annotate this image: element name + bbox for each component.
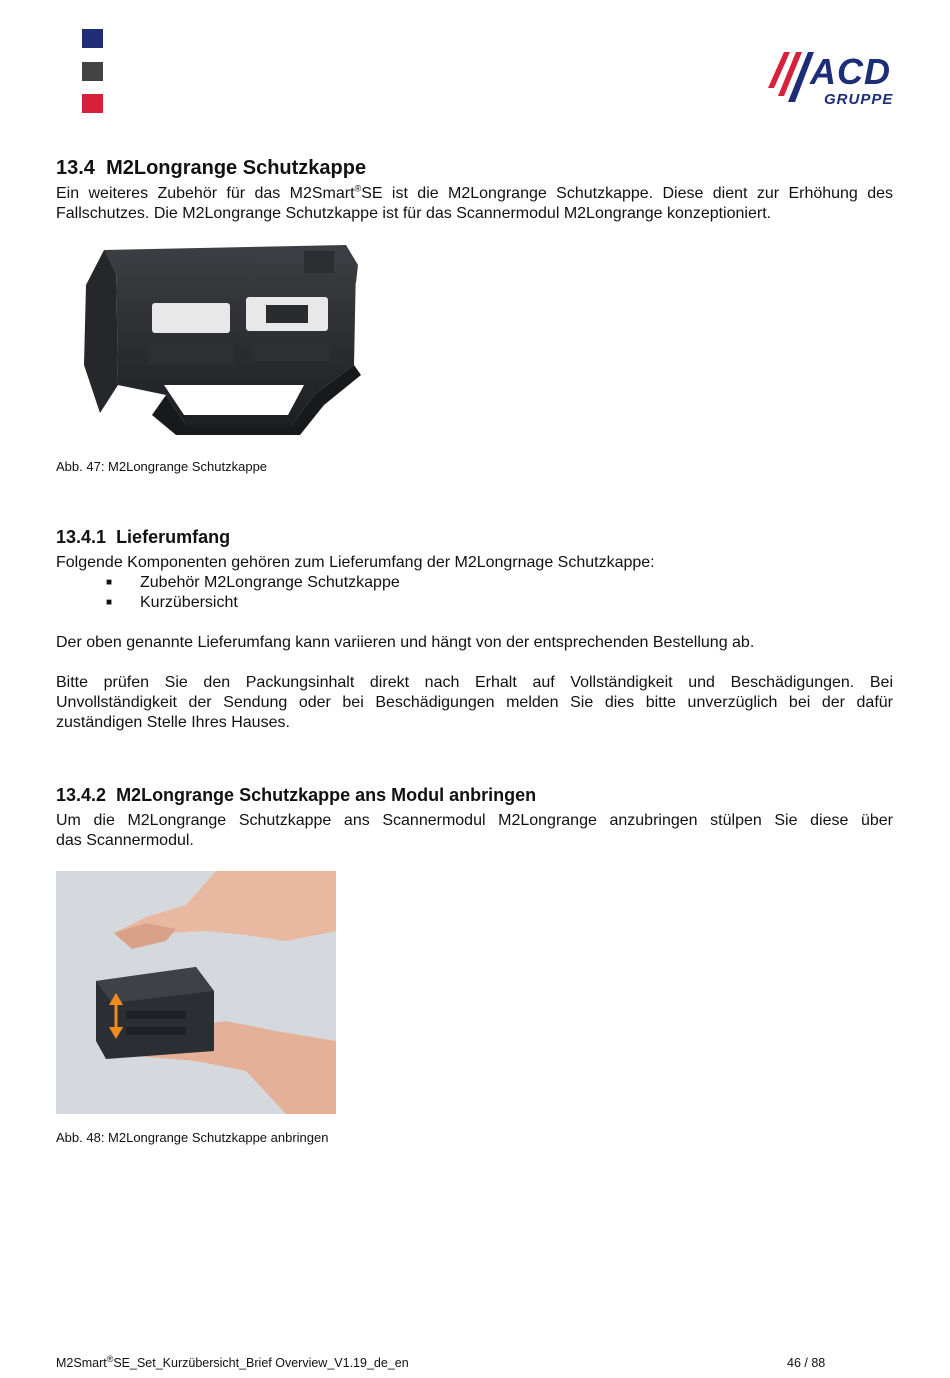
section-title: M2Longrange Schutzkappe: [106, 157, 367, 179]
subsection-heading-anbringen: [56, 784, 536, 806]
figure-48-caption: Abb. 48: M2Longrange Schutzkappe anbringen: [56, 1130, 329, 1145]
list-item-text: Kurzübersicht: [140, 594, 238, 611]
check-line-2: Unvollständigkeit der Sendung oder bei Beschädigungen melden Sie dies bitte unverzüglich bei der dafür: [56, 694, 893, 711]
subsection-number: 13.4.1: [56, 527, 107, 547]
registered-mark: ®: [354, 183, 362, 194]
intro-text-b: SE ist die M2Longrange Schutzkappe. Diese dient zur Erhöhung des: [361, 185, 894, 202]
attach-cap-photo: [56, 871, 336, 1114]
subsection-number: 13.4.2: [56, 785, 107, 805]
page-number: 46 / 88: [787, 1356, 826, 1370]
logo-text: ACD: [810, 51, 891, 92]
acd-gruppe-logo: [768, 50, 918, 110]
list-item-text: Zubehör M2Longrange Schutzkappe: [140, 574, 400, 591]
footer-document-name: [56, 1355, 409, 1371]
intro-text-a: Ein weiteres Zubehör für das M2Smart: [56, 185, 355, 202]
attach-line-2: das Scannermodul.: [56, 832, 194, 849]
list-item: [106, 573, 400, 593]
footer-doc-b: SE_Set_Kurzübersicht_Brief Overview_V1.19_de_en: [113, 1356, 409, 1370]
bullet-icon: ■: [106, 577, 113, 588]
section-number: 13.4: [56, 157, 95, 179]
subsection-heading-lieferumfang: [56, 526, 230, 548]
footer-doc-a: M2Smart: [56, 1356, 107, 1370]
subsection-title: M2Longrange Schutzkappe ans Modul anbringen: [116, 785, 537, 805]
blue-square: [82, 29, 103, 48]
intro-line-2: Fallschutzes. Die M2Longrange Schutzkappe ist für das Scannermodul M2Longrange konzeptioniert.: [56, 205, 772, 222]
check-line-3: zuständigen Stelle Ihres Hauses.: [56, 714, 290, 731]
intro-line-1: [56, 184, 893, 204]
footer-registered-mark: ®: [106, 1353, 114, 1364]
subsection-title: Lieferumfang: [116, 527, 231, 547]
attach-line-1: Um die M2Longrange Schutzkappe ans Scannermodul M2Longrange anzubringen stülpen Sie diese über: [56, 812, 893, 829]
section-heading: [56, 156, 366, 180]
scope-lead: Folgende Komponenten gehören zum Lieferumfang der M2Longrnage Schutzkappe:: [56, 554, 655, 571]
red-square: [82, 94, 103, 113]
gray-square: [82, 62, 103, 81]
figure-47-caption: Abb. 47: M2Longrange Schutzkappe: [56, 459, 268, 474]
scope-note: Der oben genannte Lieferumfang kann variieren und hängt von der entsprechenden Bestellung ab.: [56, 634, 755, 651]
check-line-1: Bitte prüfen Sie den Packungsinhalt direkt nach Erhalt auf Vollständigkeit und Beschädigungen. Bei: [56, 674, 893, 691]
logo-subtext: GRUPPE: [824, 91, 894, 108]
protective-cap-image: [56, 235, 391, 450]
list-item: [106, 593, 238, 613]
bullet-icon: ■: [106, 597, 113, 608]
